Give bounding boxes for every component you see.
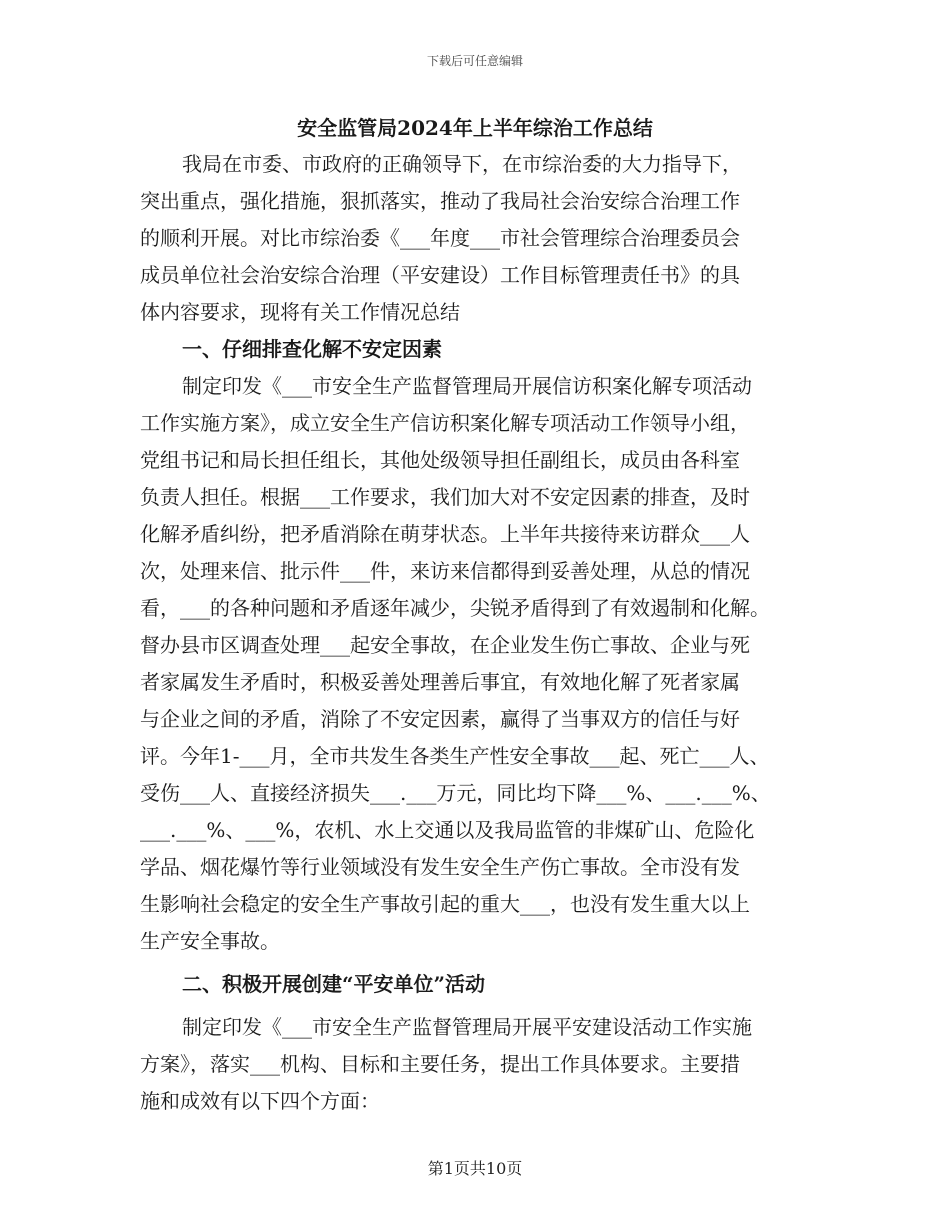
page-header-note: 下载后可任意编辑	[426, 54, 523, 68]
paragraph-line: 督办县市区调查处理___起安全事故，在企业发生伤亡事故、企业与死	[140, 633, 750, 657]
paragraph-line: 受伤___人、直接经济损失___.___万元，同比均下降___%、___.___%、	[140, 781, 771, 805]
page-number: 第1页共10页	[427, 1159, 523, 1178]
document-body	[140, 146, 830, 1120]
paragraph-line: 看，___的各种问题和矛盾逐年减少，尖锐矛盾得到了有效遏制和化解。	[140, 596, 770, 620]
paragraph-line: 次，处理来信、批示件___件，来访来信都得到妥善处理，从总的情况	[140, 559, 750, 583]
document-title: 安全监管局2024年上半年综治工作总结	[297, 116, 653, 140]
paragraph-line: 制定印发《___市安全生产监督管理局开展信访积案化解专项活动	[182, 374, 752, 398]
paragraph-line: 我局在市委、市政府的正确领导下，在市综治委的大力指导下，	[182, 152, 742, 176]
paragraph-line: 体内容要求，现将有关工作情况总结	[140, 300, 460, 324]
paragraph-line: 与企业之间的矛盾，消除了不安定因素，赢得了当事双方的信任与好	[140, 707, 740, 731]
paragraph-line: 生影响社会稳定的安全生产事故引起的重大___，也没有发生重大以上	[140, 892, 750, 916]
paragraph-line: 评。今年1-___月，全市共发生各类生产性安全事故___起、死亡___人、	[140, 744, 770, 768]
paragraph-line: 方案》，落实___机构、目标和主要任务，提出工作具体要求。主要措	[140, 1052, 740, 1076]
paragraph-line: 成员单位社会治安综合治理（平安建设）工作目标管理责任书》的具	[140, 263, 740, 287]
paragraph-line: 工作实施方案》，成立安全生产信访积案化解专项活动工作领导小组，	[140, 411, 750, 435]
section-heading-2: 二、积极开展创建“平安单位”活动	[182, 972, 486, 996]
paragraph-line: 党组书记和局长担任组长，其他处级领导担任副组长，成员由各科室	[140, 448, 740, 472]
paragraph-line: ___.___%、___%，农机、水上交通以及我局监管的非煤矿山、危险化	[140, 818, 755, 842]
paragraph-line: 者家属发生矛盾时，积极妥善处理善后事宜，有效地化解了死者家属	[140, 670, 740, 694]
paragraph-line: 突出重点，强化措施，狠抓落实，推动了我局社会治安综合治理工作	[140, 189, 740, 213]
section-heading-1: 一、仔细排查化解不安定因素	[182, 337, 442, 361]
paragraph-line: 生产安全事故。	[140, 929, 280, 953]
paragraph-line: 化解矛盾纠纷，把矛盾消除在萌芽状态。上半年共接待来访群众___人	[140, 522, 750, 546]
paragraph-line: 制定印发《___市安全生产监督管理局开展平安建设活动工作实施	[182, 1015, 752, 1039]
paragraph-line: 的顺利开展。对比市综治委《___年度___市社会管理综合治理委员会	[140, 226, 740, 250]
paragraph-line: 施和成效有以下四个方面：	[140, 1089, 380, 1113]
paragraph-line: 学品、烟花爆竹等行业领域没有发生安全生产伤亡事故。全市没有发	[140, 855, 740, 879]
paragraph-line: 负责人担任。根据___工作要求，我们加大对不安定因素的排查，及时	[140, 485, 750, 509]
